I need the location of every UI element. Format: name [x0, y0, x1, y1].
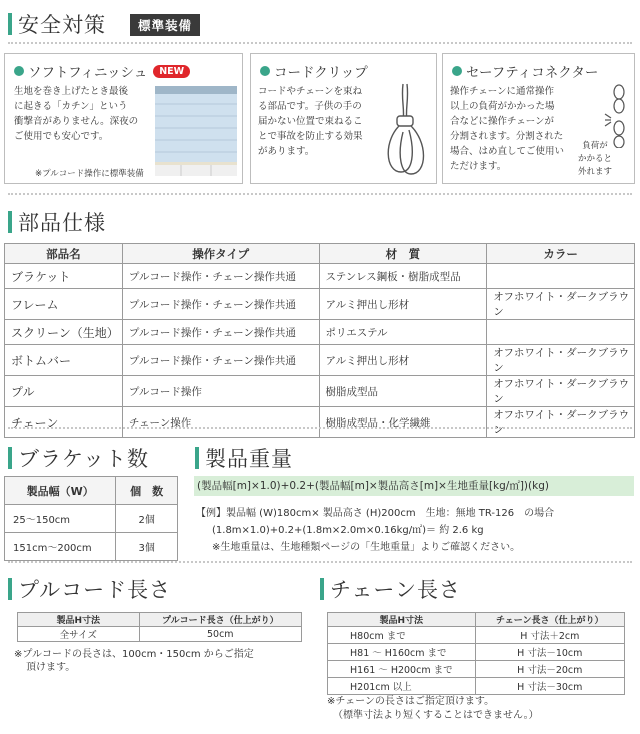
text-line: ただけます。: [450, 161, 507, 172]
table-row: [5, 376, 635, 407]
pullcord-note-line: ※プルコードの長さは、100cm・150cm からご指定: [14, 649, 254, 660]
pullcord-title: プルコード長さ: [18, 578, 172, 602]
header-cell: 部品名: [5, 244, 123, 264]
header-cell: 操作タイプ: [122, 244, 319, 264]
bullet-icon: [14, 66, 24, 76]
table-header-row: [5, 477, 178, 505]
header-cell: 材 質: [319, 244, 487, 264]
weight-example-note: ※生地重量は、生地種類ページの「生地重量」よりご確認ください。: [212, 542, 521, 553]
card-title-text: セーフティコネクター: [466, 65, 599, 81]
new-badge: NEW: [153, 65, 190, 78]
bullet-icon: [260, 66, 270, 76]
header-cell: 個 数: [116, 477, 178, 505]
weight-example-line: 【例】製品幅 (W)180cm× 製品高さ (H)200cm 生地：無地 TR-126 の場合: [196, 508, 555, 519]
roll-screen-image: [151, 84, 241, 184]
text-line: 届かない位置で束ねるこ: [258, 116, 363, 127]
table-row: [18, 627, 302, 642]
divider: [8, 42, 632, 44]
cell: 50cm: [139, 627, 301, 642]
bullet-icon: [452, 66, 462, 76]
text-line: コードやチェーンを束ね: [258, 86, 363, 97]
cell: [487, 264, 635, 289]
text-line: る部品です。子供の手の: [258, 101, 362, 112]
chain-title: チェーン長さ: [330, 578, 461, 602]
cell: H 寸法－30cm: [475, 678, 624, 695]
table-header-row: [5, 244, 635, 264]
table-row: [5, 289, 635, 320]
header-cell: プルコード長さ（仕上がり）: [139, 613, 301, 627]
parts-title: 部品仕様: [18, 211, 106, 235]
text-line: 場合、はめ直してご使用い: [450, 146, 565, 157]
cell: アルミ押出し形材: [319, 345, 487, 376]
table-row: [5, 345, 635, 376]
chain-note-line: ※チェーンの長さはご指定頂けます。: [327, 696, 495, 707]
table-row: [5, 505, 178, 533]
cell: 樹脂成型品・化学繊維: [319, 407, 487, 438]
header-cell: チェーン長さ（仕上がり）: [475, 613, 624, 627]
cell: 全サイズ: [18, 627, 140, 642]
divider: [8, 561, 632, 563]
cell: プルコード操作: [122, 376, 319, 407]
cell: 3個: [116, 533, 178, 561]
card-title: [452, 61, 598, 81]
card-title: [14, 61, 190, 81]
cell: H 寸法＋2cm: [475, 627, 624, 644]
header-cell: 製品幅（W）: [5, 477, 116, 505]
header-cell: カラー: [487, 244, 635, 264]
cell: オフホワイト・ダークブラウン: [487, 289, 635, 320]
section-accent-bar: [8, 578, 12, 600]
text-line: 負荷が: [582, 141, 608, 151]
cell: チェーン操作: [122, 407, 319, 438]
cord-clip-image: [379, 80, 435, 180]
section-accent-bar: [8, 211, 12, 233]
weight-example-line: (1.8m×1.0)+0.2+(1.8m×2.0m×0.16kg/㎡)＝ 約 2.6 kg: [212, 525, 484, 536]
cell: オフホワイト・ダークブラウン: [487, 376, 635, 407]
cell: アルミ押出し形材: [319, 289, 487, 320]
connector-callout: [577, 140, 613, 179]
text-line: 外れます: [577, 167, 612, 177]
cell: オフホワイト・ダークブラウン: [487, 407, 635, 438]
text-line: 生地を巻き上げたとき最後: [14, 86, 129, 97]
pullcord-note-line: 頂けます。: [26, 662, 76, 673]
cell: チェーン: [5, 407, 123, 438]
card-cord-clip: [250, 53, 437, 184]
text-line: 衝撃音がありません。深夜の: [14, 116, 139, 127]
cell: プルコード操作・チェーン操作共通: [122, 289, 319, 320]
text-line: があります。: [258, 146, 315, 157]
cell: ブラケット: [5, 264, 123, 289]
cell: 2個: [116, 505, 178, 533]
header-cell: 製品H寸法: [328, 613, 476, 627]
safety-title: 安全対策: [18, 13, 106, 37]
cell: 151cm～200cm: [5, 533, 116, 561]
cell: プルコード操作・チェーン操作共通: [122, 345, 319, 376]
cell: H81 ～ H160cm まで: [328, 644, 476, 661]
cell: 25～150cm: [5, 505, 116, 533]
text-line: 合などに操作チェーンが: [450, 116, 555, 127]
safety-connector-image: [603, 84, 633, 148]
cell: H80cm まで: [328, 627, 476, 644]
table-row: [5, 264, 635, 289]
card-description: [258, 84, 363, 159]
cell: スクリーン（生地）: [5, 320, 123, 345]
table-row: [5, 533, 178, 561]
parts-table: [4, 243, 635, 438]
card-description: [14, 84, 138, 144]
weight-formula: (製品幅[m]×1.0)+0.2+(製品幅[m]×製品高さ[m]×生地重量[kg/㎡])(kg): [194, 476, 634, 496]
cell: プルコード操作・チェーン操作共通: [122, 320, 319, 345]
cell: [487, 320, 635, 345]
table-header-row: [328, 613, 625, 627]
section-accent-bar: [195, 447, 199, 469]
cell: H 寸法－10cm: [475, 644, 624, 661]
cell: ステンレス鋼板・樹脂成型品: [319, 264, 487, 289]
table-header-row: [18, 613, 302, 627]
cell: フレーム: [5, 289, 123, 320]
chain-table: [327, 612, 625, 695]
bracket-table: [4, 476, 178, 561]
table-row: [5, 320, 635, 345]
table-row: [328, 627, 625, 644]
header-cell: 製品H寸法: [18, 613, 140, 627]
card-description: [450, 84, 564, 174]
text-line: 分割されます。分割された: [450, 131, 564, 142]
weight-title: 製品重量: [205, 447, 293, 471]
text-line: 操作チェーンに通常操作: [450, 86, 555, 97]
cell: H 寸法－20cm: [475, 661, 624, 678]
text-line: とで事故を防止する効果: [258, 131, 363, 142]
cell: H201cm 以上: [328, 678, 476, 695]
text-line: 以上の負荷がかかった場: [450, 101, 555, 112]
card-title: [260, 61, 368, 81]
divider: [8, 427, 632, 429]
table-row: [5, 407, 635, 438]
card-title-text: コードクリップ: [274, 65, 368, 81]
card-title-text: ソフトフィニッシュ: [28, 65, 148, 81]
card-soft-finish: [4, 53, 243, 184]
table-row: [328, 644, 625, 661]
card-note: ※プルコード操作に標準装備: [35, 169, 144, 179]
standard-equipment-badge: 標準装備: [130, 14, 200, 36]
cell: プル: [5, 376, 123, 407]
cell: ボトムバー: [5, 345, 123, 376]
pullcord-table: [17, 612, 302, 642]
cell: H161 ～ H200cm まで: [328, 661, 476, 678]
cell: ポリエステル: [319, 320, 487, 345]
card-safety-connector: [442, 53, 635, 184]
cell: プルコード操作・チェーン操作共通: [122, 264, 319, 289]
table-row: [328, 661, 625, 678]
section-accent-bar: [320, 578, 324, 600]
text-line: かかると: [577, 154, 612, 164]
text-line: ご使用でも安心です。: [14, 131, 109, 142]
section-accent-bar: [8, 447, 12, 469]
text-line: に起きる「カチン」という: [14, 101, 128, 112]
bracket-title: ブラケット数: [18, 447, 149, 471]
cell: 樹脂成型品: [319, 376, 487, 407]
cell: オフホワイト・ダークブラウン: [487, 345, 635, 376]
chain-note-line: （標準寸法より短くすることはできません。）: [333, 710, 539, 721]
section-accent-bar: [8, 13, 12, 35]
divider: [8, 193, 632, 195]
